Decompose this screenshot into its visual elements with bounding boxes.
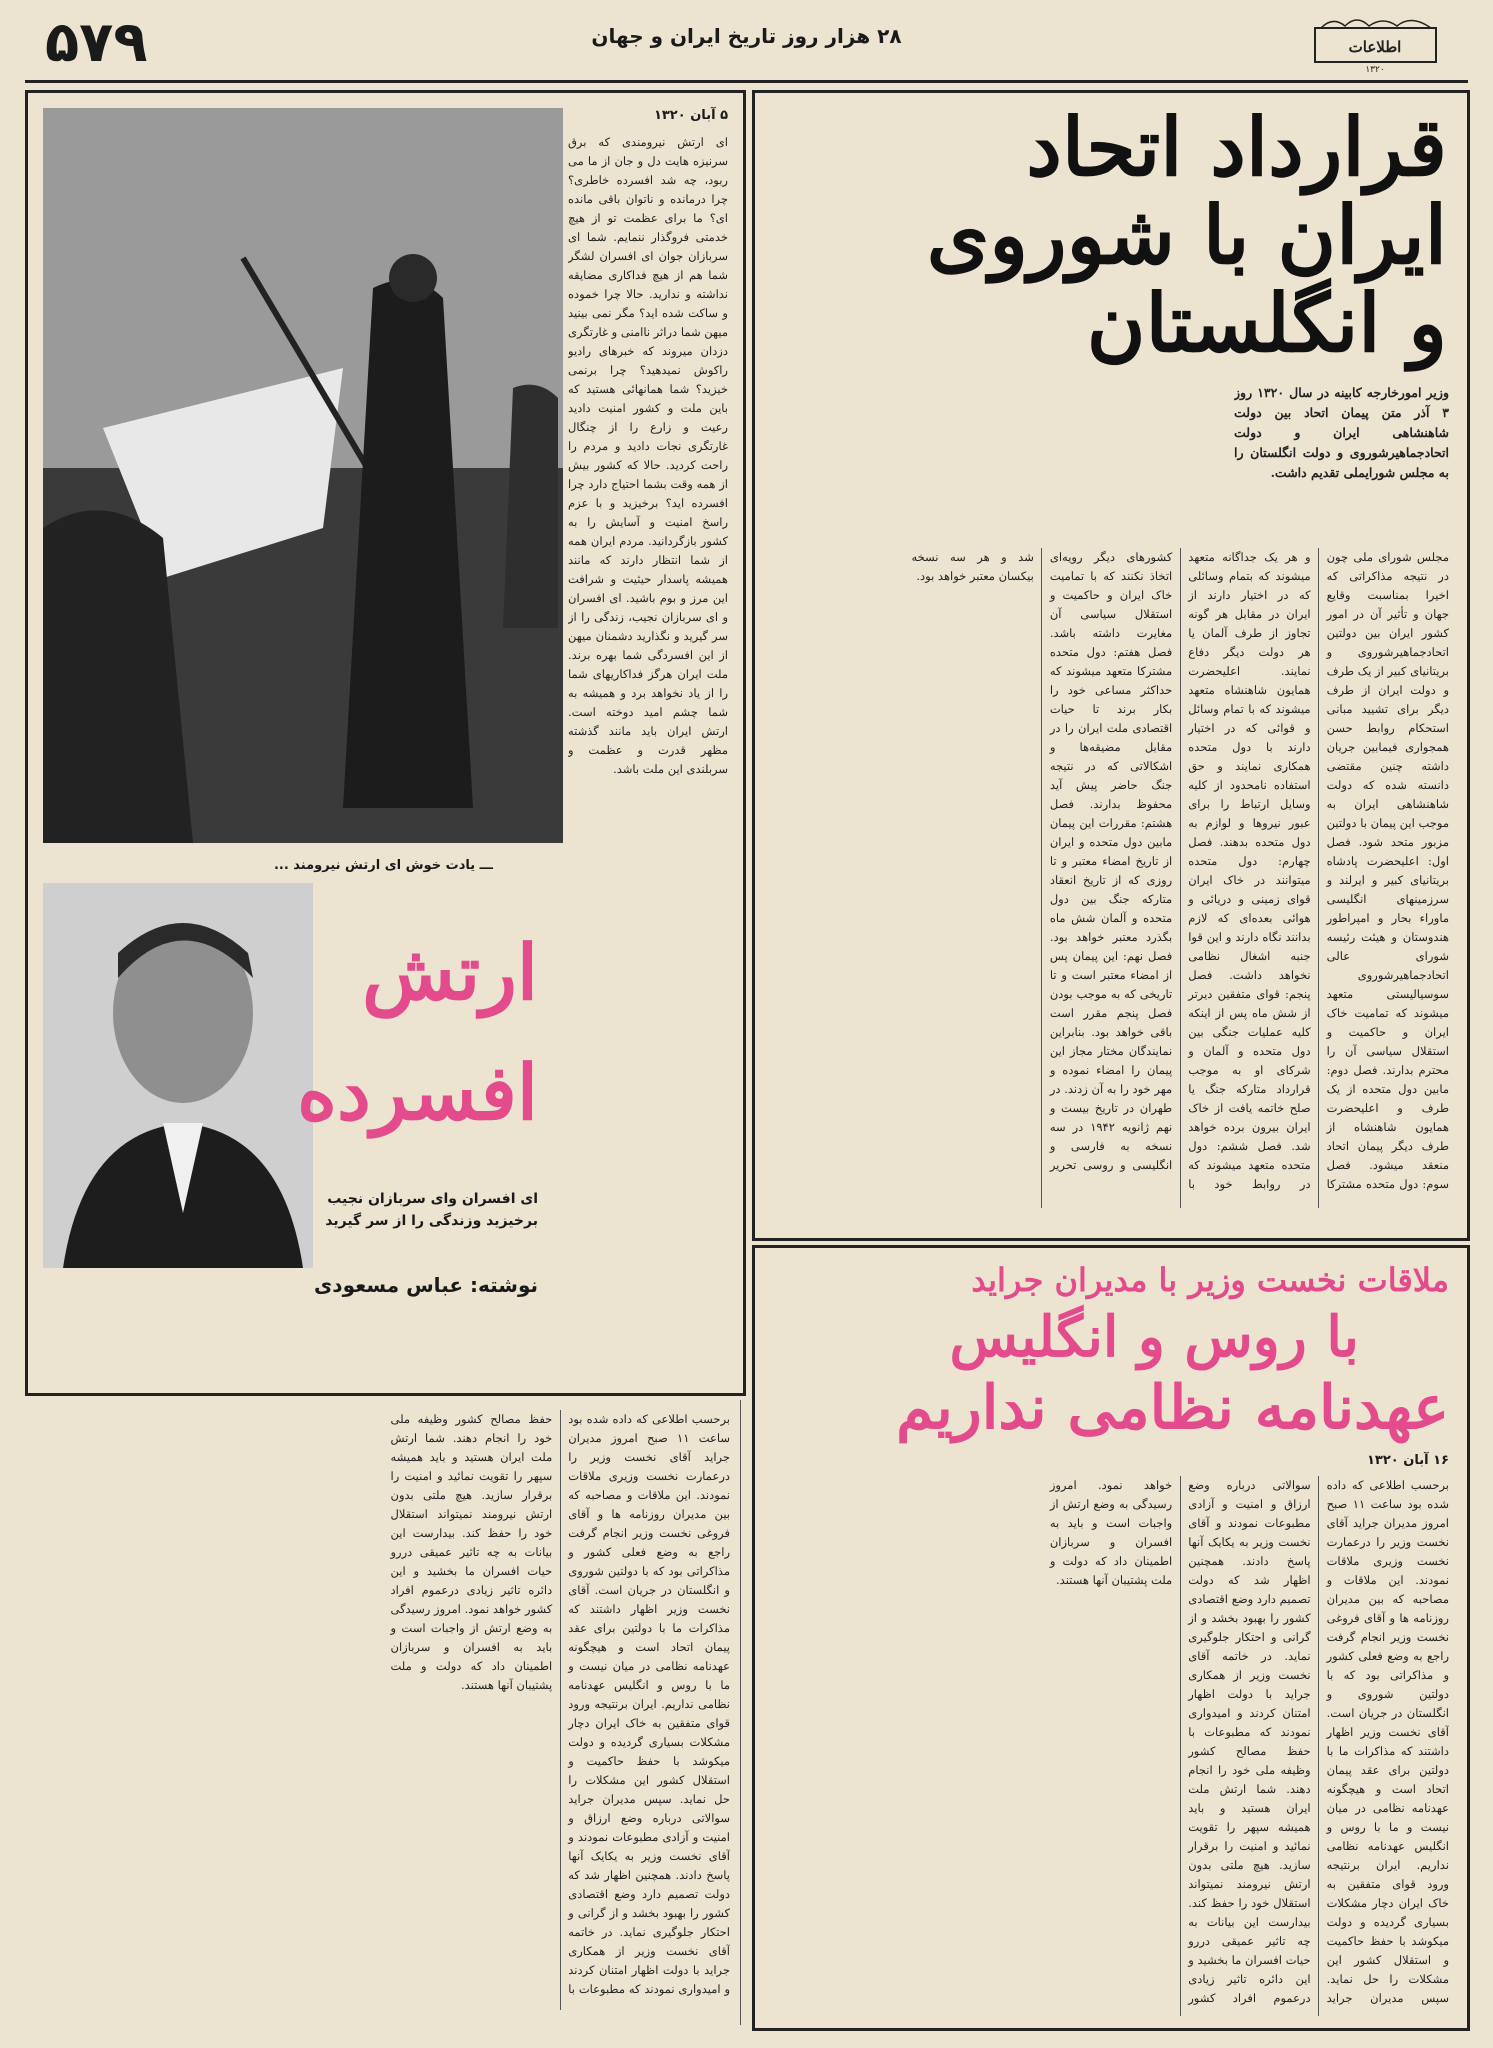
army-continued [25, 1400, 741, 2025]
pm-headline [779, 1258, 1449, 1444]
soldiers-photo [43, 108, 563, 843]
army-subtitle-line2: برخیزید وزندگی را از سر گیرید [325, 1213, 538, 1229]
treaty-body: مجلس شورای ملی چون در نتیجه مذاکراتی که اخیرا بمناسبت وقایع جهان و تأثیر آن در امور کشور ایران بین دولتین اتحادجماهیرشوروی و بریتانیای کبیر از یک طرف و دولت ایران از طرف دیگر برای تشیید مبانی استحکام روابط حسن همجواری فیمابین جریان داشته چنین مقتضی دانسته شده که دولت شاهنشاهی ایران به موجب این پیمان با دولتین مزبور متحد شود. فصل اول: اعلیحضرت پادشاه بریتانیای کبیر و ایرلند و سرزمینهای انگلیسی ماوراء بحار و امپراطور هندوستان و هیئت رئیسه شورای عالی اتحادجماهیرشوروی سوسیالیستی متعهد میشوند که تمامیت خاک ایران و حاکمیت و استقلال سیاسی آن را محترم بدارند. فصل دوم: مابین دول متحده از یک طرف و اعلیحضرت همایون شاهنشاه از طرف دیگر پیمان اتحاد منعقد میشود. فصل سوم: دول متحده مشترکا و هر یک جداگانه متعهد میشوند که بتمام وسائلی که در اختیار دارند از ایران در مقابل هر گونه تجاوز از طرف آلمان یا هر دولت دیگر دفاع نمایند. اعلیحضرت همایون شاهنشاه متعهد میشوند که با تمام وسائل و قوائی که در اختیار دارند با دول متحده همکاری نمایند و حق استفاده نامحدود از کلیه وسایل ارتباط را برای عبور نیروها و لوازم به دول متحده بدهند. فصل چهارم: دول متحده میتوانند در خاک ایران قوای زمینی و دریائی و هوائی بعده‌ای که لازم بدانند نگاه دارند و این قوا جنبه اشغال نظامی نخواهد داشت. فصل پنجم: قوای متفقین دیرتر از شش ماه پس از اینکه کلیه عملیات جنگی بین دول متحده و آلمان و شرکای او به موجب قرارداد متارکه جنگ یا صلح خاتمه یافت از خاک ایران بیرون برده خواهد شد. فصل ششم: دول متحده متعهد میشوند که در روابط خود با کشورهای دیگر رویه‌ای اتخاذ نکنند که با تمامیت خاک ایران و حاکمیت و استقلال سیاسی آن مغایرت داشته باشد. فصل هفتم: دول متحده مشترکا متعهد میشوند که حداکثر مساعی خود را بکار برند تا حیات اقتصادی ملت ایران را در مقابل مضیقه‌ها و اشکالاتی که در نتیجه جنگ حاضر پیش آید محفوظ بدارند. فصل هشتم: مقررات این پیمان مابین دول متحده و ایران از تاریخ امضاء معتبر و تا روزی که از تاریخ انعقاد متارکه جنگ بین دول متحده و آلمان شش ماه بگذرد معتبر خواهد بود. فصل نهم: این پیمان پس از امضاء معتبر است و تا تاریخی که به موجب بودن فصل پنجم مقرر است باقی خواهد بود. بنابراین نمایندگان مختار مجاز این پیمان را امضاء نموده و مهر خود را به آن زدند. در طهران در تاریخ بیست و نهم ژانویه ۱۹۴۲ در سه نسخه به فارسی و انگلیسی و روسی تحریر شد و هر سه نسخه بیکسان معتبر خواهد بود. [911, 550, 1449, 1191]
logo-text: اطلاعات [1348, 38, 1402, 56]
pm-body: برحسب اطلاعی که داده شده بود ساعت ۱۱ صبح امروز مدیران جراید آقای نخست وزیر را درعمارت نخست وزیری ملاقات نمودند. این ملاقات و مصاحبه که بین مدیران روزنامه ها و آقای فروغی نخست وزیر انجام گرفت راجع به وضع فعلی کشور و مذاکراتی بود که با دولتین شوروی و انگلستان در جریان است. آقای نخست وزیر اظهار داشتند که مذاکرات ما با دولتین برای عقد پیمان اتحاد است و هیچگونه عهدنامه نظامی در میان نیست و ما با روس و انگلیس عهدنامه نظامی نداریم. ایران برنتیجه ورود قوای متفقین به خاک ایران دچار مشکلات بسیاری گردیده و دولت میکوشد با حفظ حاکمیت و استقلال کشور این مشکلات را حل نماید. سپس مدیران جراید سوالاتی درباره وضع ارزاق و امنیت و آزادی مطبوعات نمودند و آقای نخست وزیر به یکایک آنها پاسخ دادند. همچنین اظهار شد که دولت تصمیم دارد وضع اقتصادی کشور را بهبود بخشد و از گرانی و احتکار جلوگیری نماید. در خاتمه آقای نخست وزیر از همکاری جراید با دولت اظهار امتنان کردند و امیدواری نمودند که مطبوعات با حفظ مصالح کشور وظیفه ملی خود را انجام دهند. شما ارتش ملت ایران هستید و باید همیشه سپهر را تقویت نمائید و امنیت را برقرار سازید. هیچ ملتی بدون ارتش نیرومند نمیتواند استقلال خود را حفظ کند. بیدارست این بیانات به چه تاثیر عمیقی دررو حیات افسران ما بخشید و این دائره تاثیر زیادی درعموم افراد کشور خواهد نمود. امروز رسیدگی به وضع ارتش از واجبات است و باید به افسران و سربازان اطمینان داد که دولت و ملت پشتیبان آنها هستند. [1049, 1478, 1449, 2005]
treaty-article [752, 90, 1470, 1241]
author-portrait [43, 883, 313, 1268]
army-date: ۵ آبان ۱۳۲۰ [653, 108, 728, 123]
army-article [25, 90, 746, 1396]
logo-date: ۱۳۲۰ [1365, 65, 1385, 75]
army-body: ای ارتش نیرومندی که برق سرنیزه هایت دل و جان از ما می ربود، چه شد افسرده خاطری؟ چرا درمانده و ناتوان باقی مانده ای؟ ما برای عظمت تو از هیچ خدمتی فروگذار ننمایم. شما ای سربازان جوان ای افسران لشگر شما هم از هیچ فداکاری مضایقه نداشته و ندارید. حالا چرا خموده و ساکت شده اید؟ مگر نمی بینید میهن شما دراثر ناامنی و غارتگری دزدان میروند که خبرهای رادیو راکوش نمیدهید؟ چرا برنمی خیزید؟ شما همانهائی هستید که باین ملت و کشور امنیت دادید رعیت و زارع را از چنگال غارتگری نجات دادید و مردم را راحت کردید. حالا که کشور بیش از همه وقت بشما احتیاج دارد چرا افسرده اید؟ برخیزید و با عزم راسخ امنیت و آسایش را به کشور بازگردانید. مردم ایران همه از شما انتظار دارند که مانند همیشه پاسدار حیثیت و شرافت این مرز و بوم باشید. ای افسران و ای سربازان نجیب، زندگی را از سر گیرید و نگذارید دشمنان میهن از این افسردگی شما بهره برند. ملت ایران هرگز فداکاریهای شما را از یاد نخواهد برد و همیشه به شما چشم امید دوخته است. ارتش ایران باید مانند گذشته مظهر قدرت و عظمت و سربلندی این ملت باشد. [568, 135, 728, 776]
treaty-intro: وزیر امورخارجه کابینه در سال ۱۳۲۰ روز ۳ آذر متن پیمان اتحاد بین دولت شاهنشاهی ایران و دولت اتحادجماهیرشوروی و دولت انگلستان را به مجلس شورایملی تقدیم داشت. [1234, 385, 1449, 480]
pm-headline-line2: با روس و انگلیس [949, 1304, 1359, 1370]
running-title: ۲۸ هزار روز تاریخ ایران و جهان [591, 24, 902, 48]
army-subtitle [318, 1188, 538, 1232]
army-title-line1: ارتش [362, 928, 538, 1017]
treaty-headline-line2: ایران با شوروی [926, 188, 1447, 282]
header-rule [25, 80, 1468, 83]
pm-headline-line1: ملاقات نخست وزیر با مدیران جراید [971, 1261, 1449, 1299]
pm-headline-line3: عهدنامه نظامی نداریم [896, 1373, 1449, 1443]
page-number: ۵۷۹ [45, 10, 148, 75]
treaty-headline [777, 100, 1447, 370]
pm-meeting-article [752, 1245, 1470, 2031]
ettelaat-logo [1313, 14, 1438, 76]
photo-caption: ـــ یادت خوش ای ارتش نیرومند ... [273, 858, 493, 873]
treaty-headline-line3: و انگلستان [1086, 276, 1447, 370]
army-subtitle-line1: ای افسران وای سربازان نجیب [327, 1191, 538, 1207]
army-continued-body: برحسب اطلاعی که داده شده بود ساعت ۱۱ صبح امروز مدیران جراید آقای نخست وزیر را درعمارت نخست وزیری ملاقات نمودند. این ملاقات و مصاحبه که بین مدیران روزنامه ها و آقای فروغی نخست وزیر انجام گرفت راجع به وضع فعلی کشور و مذاکراتی بود که با دولتین شوروی و انگلستان در جریان است. آقای نخست وزیر اظهار داشتند که مذاکرات ما با دولتین برای عقد پیمان اتحاد است و هیچگونه عهدنامه نظامی در میان نیست و ما با روس و انگلیس عهدنامه نظامی نداریم. ایران برنتیجه ورود قوای متفقین به خاک ایران دچار مشکلات بسیاری گردیده و دولت میکوشد با حفظ حاکمیت و استقلال کشور این مشکلات را حل نماید. سپس مدیران جراید سوالاتی درباره وضع ارزاق و امنیت و آزادی مطبوعات نمودند و آقای نخست وزیر به یکایک آنها پاسخ دادند. همچنین اظهار شد که دولت تصمیم دارد وضع اقتصادی کشور را بهبود بخشد و از گرانی و احتکار جلوگیری نماید. در خاتمه آقای نخست وزیر از همکاری جراید با دولت اظهار امتنان کردند و امیدواری نمودند که مطبوعات با حفظ مصالح کشور وظیفه ملی خود را انجام دهند. شما ارتش ملت ایران هستید و باید همیشه سپهر را تقویت نمائید و امنیت را برقرار سازید. هیچ ملتی بدون ارتش نیرومند نمیتواند استقلال خود را حفظ کند. بیدارست این بیانات به چه تاثیر عمیقی دررو حیات افسران ما بخشید و این دائره تاثیر زیادی درعموم افراد کشور خواهد نمود. امروز رسیدگی به وضع ارتش از واجبات است و باید به افسران و سربازان اطمینان داد که دولت و ملت پشتیبان آنها هستند. [390, 1412, 730, 1996]
pm-date: ۱۶ آبان ۱۳۲۰ [1367, 1453, 1449, 1468]
treaty-headline-line1: قرارداد اتحاد [1026, 100, 1447, 194]
army-title [298, 913, 538, 1153]
page-header [25, 10, 1468, 85]
byline: نوشته: عباس مسعودی [313, 1273, 538, 1297]
army-title-line2: افسرده [297, 1048, 538, 1137]
